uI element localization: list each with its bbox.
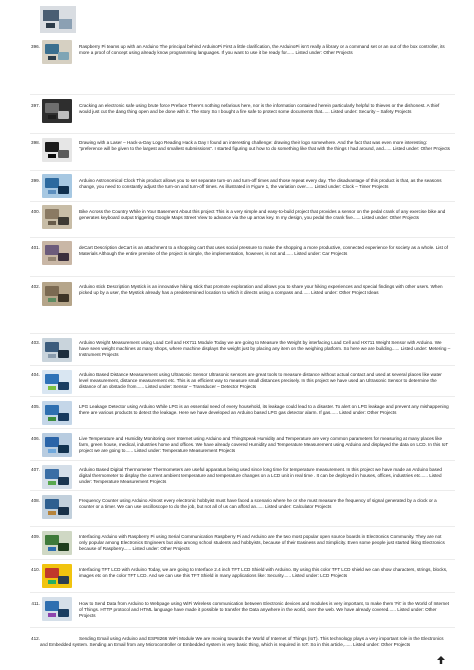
- thumbnail-shape: [45, 44, 59, 54]
- thumbnail-shape: [45, 568, 59, 578]
- entry-thumbnail[interactable]: [42, 433, 72, 457]
- entry-description[interactable]: Frequency Counter using Arduino Almost every electronic hobbyist must have faced a scenario where he or she must measure the frequency of signal generated by a clock or a counter or a timer. We can use oscilloscope to do the job, but not all of us can afford an...... Listed under: Calculator Projects: [79, 498, 437, 510]
- entry-number: 409.: [31, 534, 40, 539]
- thumbnail-shape: [48, 221, 56, 225]
- thumbnail-shape: [45, 469, 59, 479]
- thumbnail-shape: [48, 547, 56, 551]
- entry-number: 401.: [31, 245, 40, 250]
- entry-description[interactable]: Arduino stick Description Mystick is an innovative hiking stick that promote exploration and allows you to share your hiking experiences and special findings with other users. When picked up by a user, the Mystick already has a predetermined location to which it directs using a compass and...... Listed under: Other Project Ideas: [79, 284, 443, 296]
- row-separator: [30, 627, 455, 628]
- thumbnail-shape: [48, 386, 56, 390]
- thumbnail-shape: [58, 186, 69, 194]
- entry-description[interactable]: Drawing with a Laser – Hack-a-Day Logo Reading Hack a Day I found an interesting challenge: drawing their logo somewhere. And the fact that was even more interesting: "preference will be given to the largest and smallest submissions". I started figuring out how to do something like that with the things I had around, and...... Listed under: Other Projects: [79, 140, 450, 152]
- entry-number: 407.: [31, 467, 40, 472]
- thumbnail-shape: [48, 56, 56, 60]
- row-separator: [30, 276, 455, 277]
- entry-description[interactable]: Interfacing TFT LCD with Arduino Today, we are going to Interface 2.4 inch TFT LCD Shield with Arduino. By using this color TFT LCD shield we can show characters, strings, blocks, images etc on the color TFT LCD. And we can use this TFT Shield in many applications like: Security...... Listed under: LCD Projects: [79, 567, 448, 579]
- entry-number: 406.: [31, 436, 40, 441]
- entry-thumbnail[interactable]: [42, 138, 72, 162]
- entry-number: 410.: [31, 567, 40, 572]
- thumbnail-shape: [48, 511, 56, 515]
- entry-description[interactable]: Live Temperature and Humidity Monitoring over Internet using Arduino and ThingSpeak Humidity and Temperature are very common parameters for measuring at many places like farm, green house, medical, industries home and offices. We have already covered Humidity and Temperature Measurement using Arduino and displayed the data on LCD. In this IoT project we are going to...... Listed under: Temperature Measurement Projects: [79, 436, 449, 454]
- thumbnail-shape: [58, 543, 69, 551]
- entry-description[interactable]: Arduino Astronomical Clock This product allows you to set separate turn-on and turn-off times and those repeat every day. The disadvantage of this product is that, as the seasons change, you need to constantly adjust the turn-on and turn-off times. As illustrated in Figure 1, the variation over...... Listed under: Clock – Timer Projects: [79, 178, 442, 190]
- row-separator: [30, 460, 455, 461]
- entry-thumbnail[interactable]: [42, 465, 72, 489]
- entry-thumbnail[interactable]: [42, 401, 72, 425]
- entry-thumbnail[interactable]: [42, 564, 72, 588]
- entry-thumbnail[interactable]: [42, 99, 72, 123]
- thumbnail-shape: [48, 115, 56, 119]
- row-separator: [30, 559, 455, 560]
- entry-number: 405.: [31, 404, 40, 409]
- row-separator: [30, 428, 455, 429]
- row-separator: [30, 333, 455, 334]
- thumbnail-shape: [48, 257, 56, 261]
- entry-description[interactable]: Sending Email using Arduino and ESP8266 WiFi Module We are moving towards the World of Internet of Things (IoT). This technology plays a very important role in the Electronics and Embedded system. Sending an Email from any Microcontroller or Embedded system is very basic thing, which is required in IoT. So in this article,...... Listed under: Other Projects: [40, 636, 444, 648]
- row-separator: [30, 170, 455, 171]
- row-separator: [30, 365, 455, 366]
- thumbnail-shape: [58, 253, 69, 261]
- thumbnail-shape: [58, 413, 69, 421]
- arrow-up-icon[interactable]: [437, 656, 445, 664]
- entry-number: 403.: [31, 340, 40, 345]
- thumbnail-shape: [45, 342, 59, 352]
- thumbnail-shape: [45, 103, 59, 113]
- thumbnail-shape: [58, 217, 69, 225]
- thumbnail-shape: [48, 154, 56, 158]
- thumbnail-shape: [58, 576, 69, 584]
- entry-number: 411.: [31, 601, 40, 606]
- thumbnail-shape: [45, 245, 59, 255]
- thumbnail-shape: [45, 209, 59, 219]
- entry-description[interactable]: Raspberry Pi teams up with an Arduino The principal behind ArduinoPi First a little clarification, the ArduinoPi isn't really a library or a command set or an out of the box controller, its more a proof of concept using already know programming languages. If you want to use it be ready for...... Listed under: Other Projects: [79, 44, 445, 56]
- thumbnail-shape: [58, 294, 69, 302]
- row-separator: [30, 592, 455, 593]
- thumbnail-shape: [45, 142, 59, 152]
- entry-description[interactable]: How to Send Data from Arduino to Webpage using WiFi Wireless communication between Electronic devices and modules is very important, to make them 'Fit' in the World of Internet of Things. HTTP protocol and HTML language have made it possible to transfer the Data anywhere in the world, over the web. We have already covered...... Listed under: Other Projects: [79, 601, 450, 619]
- project-thumbnail[interactable]: [40, 6, 76, 33]
- entry-number: 398.: [31, 140, 40, 145]
- entry-thumbnail[interactable]: [42, 241, 72, 265]
- thumbnail-shape: [48, 449, 56, 453]
- row-separator: [30, 94, 455, 95]
- thumbnail-shape: [45, 499, 59, 509]
- thumbnail-shape: [45, 437, 59, 447]
- entry-thumbnail[interactable]: [42, 205, 72, 229]
- entry-number: 404.: [31, 372, 40, 377]
- thumbnail-shape: [58, 507, 69, 515]
- row-separator: [30, 201, 455, 202]
- entry-description[interactable]: Arduino Weight Measurement using Load Cell and HX711 Module Today we are going to Measure the Weight by interfacing Load Cell and HX711 Weight Sensor with Arduino. We have seen weight machines at many shops, where machine displays the weight just by placing any item on the weighing platform. So here we are building...... Listed under: Metering – Instrument Projects: [79, 340, 451, 358]
- thumbnail-shape: [48, 580, 56, 584]
- row-separator: [30, 133, 455, 134]
- entry-description[interactable]: deCart Description deCart is an attachment to a shopping cart that uses social pressure to make the shopping a more productive, connected experience for society as a whole. List of Materials Although the entire premise of the project is simple, the implementation, however, is not and...... Listed under: Car Projects: [79, 245, 448, 257]
- thumbnail-shape: [48, 613, 56, 617]
- thumbnail-shape: [48, 298, 56, 302]
- thumbnail-shape: [48, 190, 56, 194]
- entry-thumbnail[interactable]: [42, 597, 72, 621]
- entry-description[interactable]: Cracking an electronic safe using brute force Preface There's nothing nefarious here, nor is the information contained herein particularly helpful to thieves or the dishonest. A thief would just cut the dang thing open and be done with it. The story So I bought a fire safe to protect some documents that...... Listed under: Security – Safety Projects: [79, 103, 440, 115]
- thumbnail-shape: [58, 111, 69, 119]
- entry-description[interactable]: Interfacing Arduino with Raspberry Pi using Serial Communication Raspberry Pi and Arduino are the two most popular open source boards in Electronics Community. They are not only popular among Electronics Engineers but also among school students and hobbyists, because of their Easiness and Simplicity. Even some people just started liking Electronics because of Raspberry...... Listed under: Other Projects: [79, 534, 445, 552]
- entry-description[interactable]: Arduino Based Digital Thermometer Thermometers are useful apparatus being used since long time for temperature measurement. In this project we have made an Arduino based digital thermometer to display the current ambient temperature and temperature changes on a LCD unit in real time . It can be deployed in houses, offices, industries etc...... Listed under: Temperature Measurement Projects: [79, 467, 442, 485]
- entry-thumbnail[interactable]: [42, 495, 72, 519]
- thumbnail-shape: [58, 609, 69, 617]
- entry-description[interactable]: LPG Leakage Detector using Arduino While LPG is an essential need of every household, its leakage could lead to a disaster. To alert on LPG leakage and prevent any mishappening there are various products to detect the leakage. Here we have developed an Arduino based LPG gas detector alarm. If gas...... Listed under: Other Projects: [79, 404, 449, 416]
- entry-thumbnail[interactable]: [42, 531, 72, 555]
- entry-number: 402.: [31, 284, 40, 289]
- thumbnail-shape: [45, 286, 59, 296]
- row-separator: [30, 237, 455, 238]
- thumbnail-shape: [58, 382, 69, 390]
- thumbnail-shape: [48, 481, 56, 485]
- thumbnail-shape: [45, 178, 59, 188]
- entry-thumbnail[interactable]: [42, 338, 72, 362]
- row-separator: [30, 526, 455, 527]
- thumbnail-shape: [45, 535, 59, 545]
- thumbnail-shape: [45, 601, 59, 611]
- entry-number: 408.: [31, 498, 40, 503]
- entry-thumbnail[interactable]: [42, 174, 72, 198]
- entry-thumbnail[interactable]: [42, 370, 72, 394]
- thumbnail-shape: [45, 405, 59, 415]
- entry-thumbnail[interactable]: [42, 40, 72, 64]
- thumbnail-shape: [58, 350, 69, 358]
- thumbnail-shape: [58, 445, 69, 453]
- project-thumbnail-icon: [40, 6, 76, 33]
- thumbnail-shape: [48, 354, 56, 358]
- thumbnail-shape: [48, 417, 56, 421]
- entry-number: 400.: [31, 209, 40, 214]
- thumbnail-shape: [58, 52, 69, 60]
- entry-number: 396.: [31, 44, 40, 49]
- thumbnail-shape: [58, 477, 69, 485]
- entry-thumbnail[interactable]: [42, 282, 72, 306]
- entry-number: 397.: [31, 103, 40, 108]
- entry-description[interactable]: Bike Across the Country While in Your Basement About this project This is a very simple and easy-to-build project that provides a sensor on the pedal crank of any exercise bike and generates keyboard output triggering Google Maps Street View to advance via the up arrow key. In my design, you pedal the crank five...... Listed under: Other Projects: [79, 209, 446, 221]
- row-separator: [30, 490, 455, 491]
- thumbnail-shape: [45, 374, 59, 384]
- entry-description[interactable]: Arduino Based Distance Measurement using Ultrasonic Sensor Ultrasonic sensors are great tools to measure distance without actual contact and used at several places like water level measurement, distance measurement etc. This is an efficient way to measure small distances precisely. In this project we have used an Ultrasonic Sensor to determine the distance of an obstacle from...... Listed under: Sensor – Transducer – Detector Projects: [79, 372, 442, 390]
- entry-number: 399.: [31, 178, 40, 183]
- row-separator: [30, 396, 455, 397]
- thumbnail-shape: [58, 150, 69, 158]
- entry-number: 412.: [31, 636, 40, 641]
